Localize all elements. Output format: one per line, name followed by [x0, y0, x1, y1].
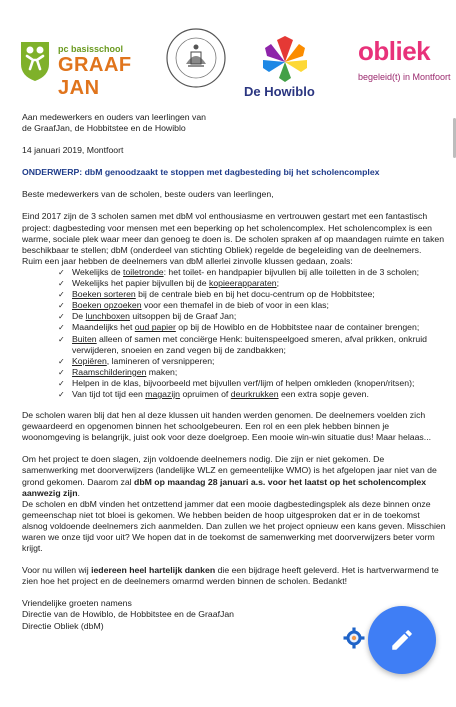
paragraph-line: De scholen en dbM vinden het ontzettend jammer dat een mooie dagbestedingsplek als deze binnen onze [22, 498, 431, 509]
closing-line: Vriendelijke groeten namens [22, 598, 132, 609]
list-item: ✓ Wekelijks de toiletronde: het toilet- en handpapier bijvullen bij alle toiletten in de 3 scholen; [58, 266, 420, 277]
howiblo-logo [240, 36, 330, 102]
obliek-tagline: begeleid(t) in Montfoort [358, 72, 451, 82]
paragraph-line: gemeenschap niet tot bloei is gekomen. We hebben beiden de hoop uitgesproken dat er in de toekomst [22, 509, 420, 520]
paragraph-line: Ruim een jaar hebben de deelnemers van dbM allerlei zinvolle klussen gedaan, zoals: [22, 255, 353, 266]
checkmark-icon: ✓ [58, 312, 65, 322]
pencil-edit-icon [389, 627, 415, 653]
paragraph-line: Eind 2017 zijn de 3 scholen samen met dbM vol enthousiasme en vertrouwen gestart met een fantastisch [22, 211, 428, 222]
paragraph-line: beschikbaar te stellen; dbM (onderdeel van stichting Obliek) regelde de begeleiding van de deelnemers. [22, 244, 422, 255]
list-item: ✓ Buiten alleen of samen met conciërge Henk: buitenspeelgoed smeren, afval prikken, onkruid [58, 333, 427, 344]
paragraph-line: samenwerking met doorverwijzers (landelijke WLZ en gemeentelijke WMO) is het afgelopen jaar niet van de [22, 465, 437, 476]
checkmark-icon: ✓ [58, 267, 65, 277]
paragraph-line: Om het project te doen slagen, zijn voldoende deelnemers nodig. Die zijn er niet gekomen. De [22, 454, 385, 465]
letter-subject: ONDERWERP: dbM genoodzaakt te stoppen met dagbesteding bij het scholencomplex [22, 167, 380, 178]
checkmark-icon: ✓ [58, 290, 65, 300]
list-item-continuation: verwijderen, snoeien en zand vegen bij de zandbakken; [72, 344, 286, 355]
closing-line: Directie van de Howiblo, de Hobbitstee en de GraafJan [22, 609, 234, 620]
hobbitstee-seal-icon [164, 26, 228, 90]
status-bar [0, 0, 456, 12]
edit-fab-button[interactable] [368, 606, 436, 674]
obliek-wordmark: obliek [358, 36, 431, 66]
paragraph-line: waren we onze tijd voor uit? We hopen dat in de toekomst de samenwerking met doorverwijzers beter vorm [22, 532, 435, 542]
checkmark-icon: ✓ [58, 356, 65, 366]
checkmark-icon: ✓ [58, 301, 65, 311]
list-item: ✓ Kopiëren, lamineren of versnipperen; [58, 355, 215, 366]
list-item: ✓ De lunchboxen uitsoppen bij de Graaf Jan; [58, 311, 237, 322]
graafjan-emblem-icon [18, 38, 52, 82]
paragraph-line: woonomgeving is belangrijk, juist ook voor deze doelgroep. Een mooie win-win situatie dus! Maar helaas... [22, 432, 432, 443]
checkmark-icon: ✓ [58, 367, 65, 377]
graafjan-small-text: pc basisschool [58, 44, 124, 54]
letter-date: 14 januari 2019, Montfoort [22, 145, 124, 156]
obliek-logo [350, 36, 454, 96]
paragraph-line: zien hoe het project en de deelnemers omarmd werden binnen de scholen. Bedankt! [22, 576, 348, 587]
checkmark-icon: ✓ [58, 389, 65, 399]
closing-line: Directie Obliek (dbM) [22, 620, 104, 631]
list-item: ✓ Van tijd tot tijd een magazijn opruimen of deurkrukken een extra sopje geven. [58, 388, 369, 399]
list-item: ✓ Boeken sorteren bij de centrale bieb en bij het docu-centrum op de Hobbitstee; [58, 289, 375, 300]
list-item: ✓ Helpen in de klas, bijvoorbeeld met bijvullen verf/lijm of helpen omkleden (knopen/ritsen); [58, 377, 415, 388]
checkmark-icon: ✓ [58, 334, 65, 344]
paragraph-line: project: dagbesteding voor mensen met een beperking op het scholencomplex. Het scholencomplex is een [22, 222, 433, 233]
paragraph-line: De scholen waren blij dat hen al deze klussen uit handen werden genomen. De deelnemers voelden zich [22, 410, 426, 421]
address-line: de GraafJan, de Hobbitstee en de Howiblo [22, 123, 186, 134]
settings-gear-icon[interactable] [343, 627, 365, 649]
howiblo-flower-icon [240, 36, 330, 84]
list-item: ✓ Wekelijks het papier bijvullen bij de kopieerapparaten; [58, 278, 280, 289]
paragraph-line: warme, sociale plek waar meer dan genoeg te doen is. De scholen spraken af op maandagen ruimte en taken [22, 233, 445, 244]
letter-body [22, 112, 448, 632]
address-line: Aan medewerkers en ouders van leerlingen van [22, 112, 206, 122]
checkmark-icon: ✓ [58, 323, 65, 333]
checkmark-icon: ✓ [58, 279, 65, 289]
list-item: ✓ Raamschilderingen maken; [58, 366, 178, 377]
task-list [22, 267, 448, 400]
howiblo-text: De Howiblo [244, 84, 315, 99]
list-item: ✓ Maandelijks het oud papier op bij de Howiblo en de Hobbitstee naar de container brengen; [58, 322, 420, 333]
checkmark-icon: ✓ [58, 378, 65, 388]
paragraph-line: grond gekomen. Daarom zal dbM op maandag 28 januari a.s. voor het laatst op het scholencomplex [22, 476, 427, 487]
paragraph-line: gewaardeerd en opgenomen binnen het schoolgebeuren. Een rol en een plek hebben binnen je [22, 421, 390, 432]
paragraph-line: Voor nu willen wij iedereen heel hartelijk danken die een bijdrage heeft geleverd. Het is hartverwarmend te [22, 565, 439, 576]
paragraph-line: alsnog voldoende deelnemers zich aanmelden. Dan zullen we het project opnieuw een kans geven. Misschien [22, 520, 446, 531]
paragraph-line: aanwezig zijn. [22, 487, 80, 498]
salutation: Beste medewerkers van de scholen, beste ouders van leerlingen, [22, 189, 274, 200]
graafjan-big-text: GRAAF JAN [58, 54, 132, 99]
hobbitstee-logo [164, 26, 228, 90]
list-item: ✓ Boeken opzoeken voor een themafel in de bieb of voor in een klas; [58, 300, 329, 311]
graafjan-logo [18, 36, 168, 99]
logo-header [0, 18, 456, 98]
paragraph-line: krijgt. [22, 543, 43, 554]
